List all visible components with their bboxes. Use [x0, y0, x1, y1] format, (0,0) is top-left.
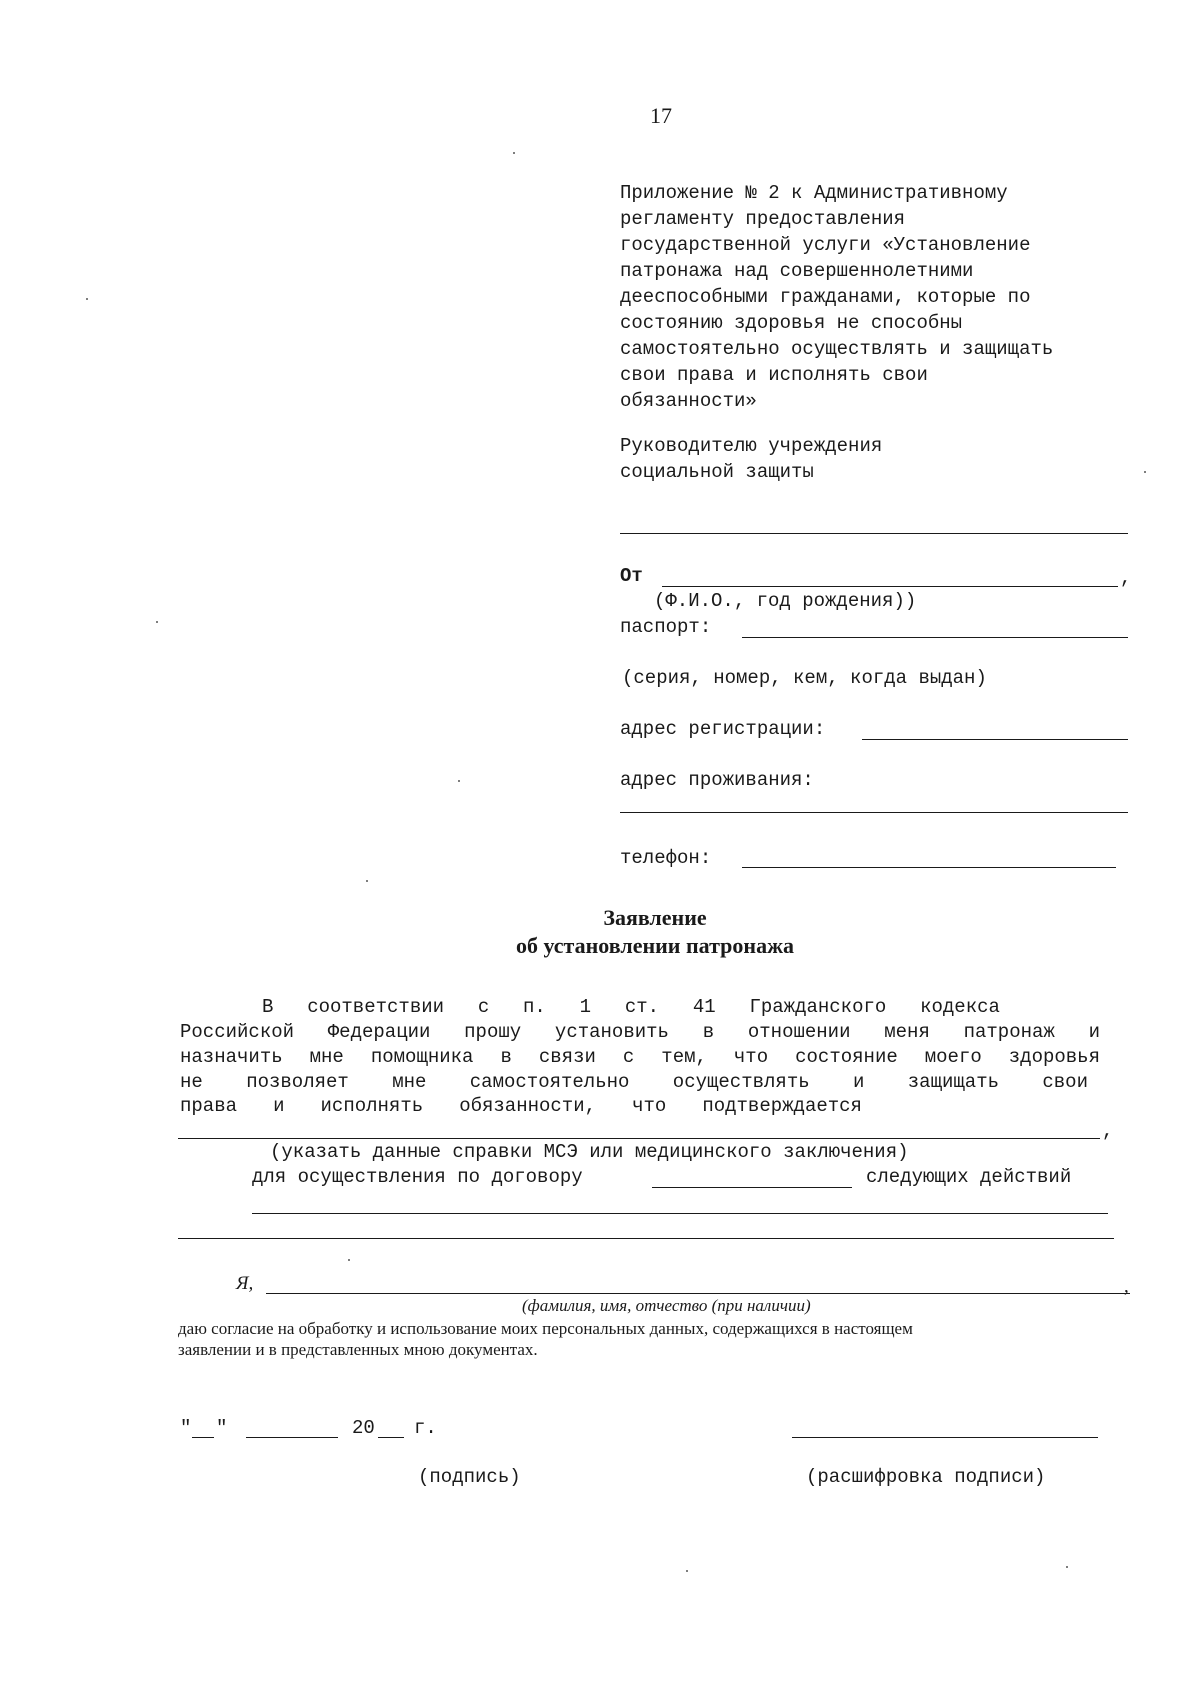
scan-speck — [458, 780, 460, 782]
page-number: 17 — [650, 103, 672, 128]
reg-address-field[interactable] — [862, 739, 1128, 740]
addressee-line: социальной защиты — [620, 461, 814, 483]
date-day-field[interactable] — [192, 1437, 214, 1438]
appendix-line: дееспособными гражданами, которые по — [620, 286, 1031, 308]
addressee-name-field[interactable] — [620, 533, 1128, 534]
body-line: В соответствии с п. 1 ст. 41 Гражданского кодекса — [262, 996, 1000, 1018]
body-line: права и исполнять обязанности, что подтверждается — [180, 1095, 862, 1117]
phone-field[interactable] — [742, 867, 1116, 868]
mse-hint: (указать данные справки МСЭ или медицинского заключения) — [270, 1141, 909, 1163]
signature-field[interactable] — [792, 1437, 1098, 1438]
body-line: Российской Федерации прошу установить в отношении меня патронаж и — [180, 1021, 1100, 1043]
date-quote-close: " — [216, 1417, 228, 1439]
appendix-line: Приложение № 2 к Административному — [620, 182, 1008, 204]
scan-speck — [348, 1259, 350, 1261]
appendix-line: государственной услуги «Установление — [620, 234, 1031, 256]
scan-speck — [1066, 1566, 1068, 1568]
date-year-suffix: г. — [414, 1417, 437, 1439]
date-quote-open: " — [180, 1417, 192, 1439]
scan-speck — [86, 298, 88, 300]
passport-hint: (серия, номер, кем, когда выдан) — [622, 667, 987, 689]
from-comma: , — [1120, 567, 1132, 589]
addressee — [620, 433, 882, 485]
scan-speck — [686, 1570, 688, 1572]
body-line: не позволяет мне самостоятельно осуществлять и защищать свои — [180, 1071, 1088, 1093]
from-label: От — [620, 565, 643, 587]
document-title: Заявление — [603, 905, 707, 930]
scan-speck — [513, 152, 515, 154]
passport-label: паспорт: — [620, 616, 712, 638]
fio-hint: (Ф.И.О., год рождения)) — [654, 590, 917, 612]
appendix-note — [620, 180, 1140, 414]
scan-speck — [156, 621, 158, 623]
live-address-label: адрес проживания: — [620, 769, 814, 791]
contract-prefix: для осуществления по договору — [252, 1166, 583, 1188]
phone-label: телефон: — [620, 847, 712, 869]
appendix-line: самостоятельно осуществлять и защищать — [620, 338, 1054, 360]
appendix-line: патронажа над совершеннолетними — [620, 260, 974, 282]
consent-name-field[interactable] — [266, 1293, 1130, 1294]
actions-field[interactable] — [252, 1213, 1108, 1214]
appendix-line: обязанности» — [620, 390, 757, 412]
contract-suffix: следующих действий — [866, 1166, 1072, 1188]
appendix-line: состоянию здоровья не способны — [620, 312, 963, 334]
name-hint: (фамилия, имя, отчество (при наличии) — [522, 1296, 811, 1315]
consent-text-line: заявлении и в представленных мною документах. — [178, 1340, 538, 1359]
date-year-field[interactable] — [378, 1437, 404, 1438]
appendix-line: регламенту предоставления — [620, 208, 906, 230]
body-line: назначить мне помощника в связи с тем, что состояние моего здоровья — [180, 1046, 1100, 1068]
passport-field[interactable] — [742, 637, 1128, 638]
actions-field-continued[interactable] — [178, 1238, 1114, 1239]
signature-hint: (подпись) — [418, 1466, 521, 1488]
reg-address-label: адрес регистрации: — [620, 718, 826, 740]
mse-comma: , — [1102, 1120, 1114, 1142]
consent-text-line: даю согласие на обработку и использование моих персональных данных, содержащихся в настоящем — [178, 1319, 913, 1338]
applicant-fio-field[interactable] — [662, 586, 1118, 587]
scan-speck — [1144, 471, 1146, 473]
live-address-field[interactable] — [620, 812, 1128, 813]
date-year-prefix: 20 — [352, 1417, 375, 1439]
signature-decode-hint: (расшифровка подписи) — [806, 1466, 1046, 1488]
addressee-line: Руководителю учреждения — [620, 435, 883, 457]
consent-comma: , — [1124, 1276, 1129, 1297]
i-label: Я, — [236, 1273, 254, 1294]
scan-speck — [366, 880, 368, 882]
contract-field[interactable] — [652, 1187, 852, 1188]
document-subtitle: об установлении патронажа — [515, 933, 795, 958]
date-month-field[interactable] — [246, 1437, 338, 1438]
appendix-line: свои права и исполнять свои — [620, 364, 928, 386]
